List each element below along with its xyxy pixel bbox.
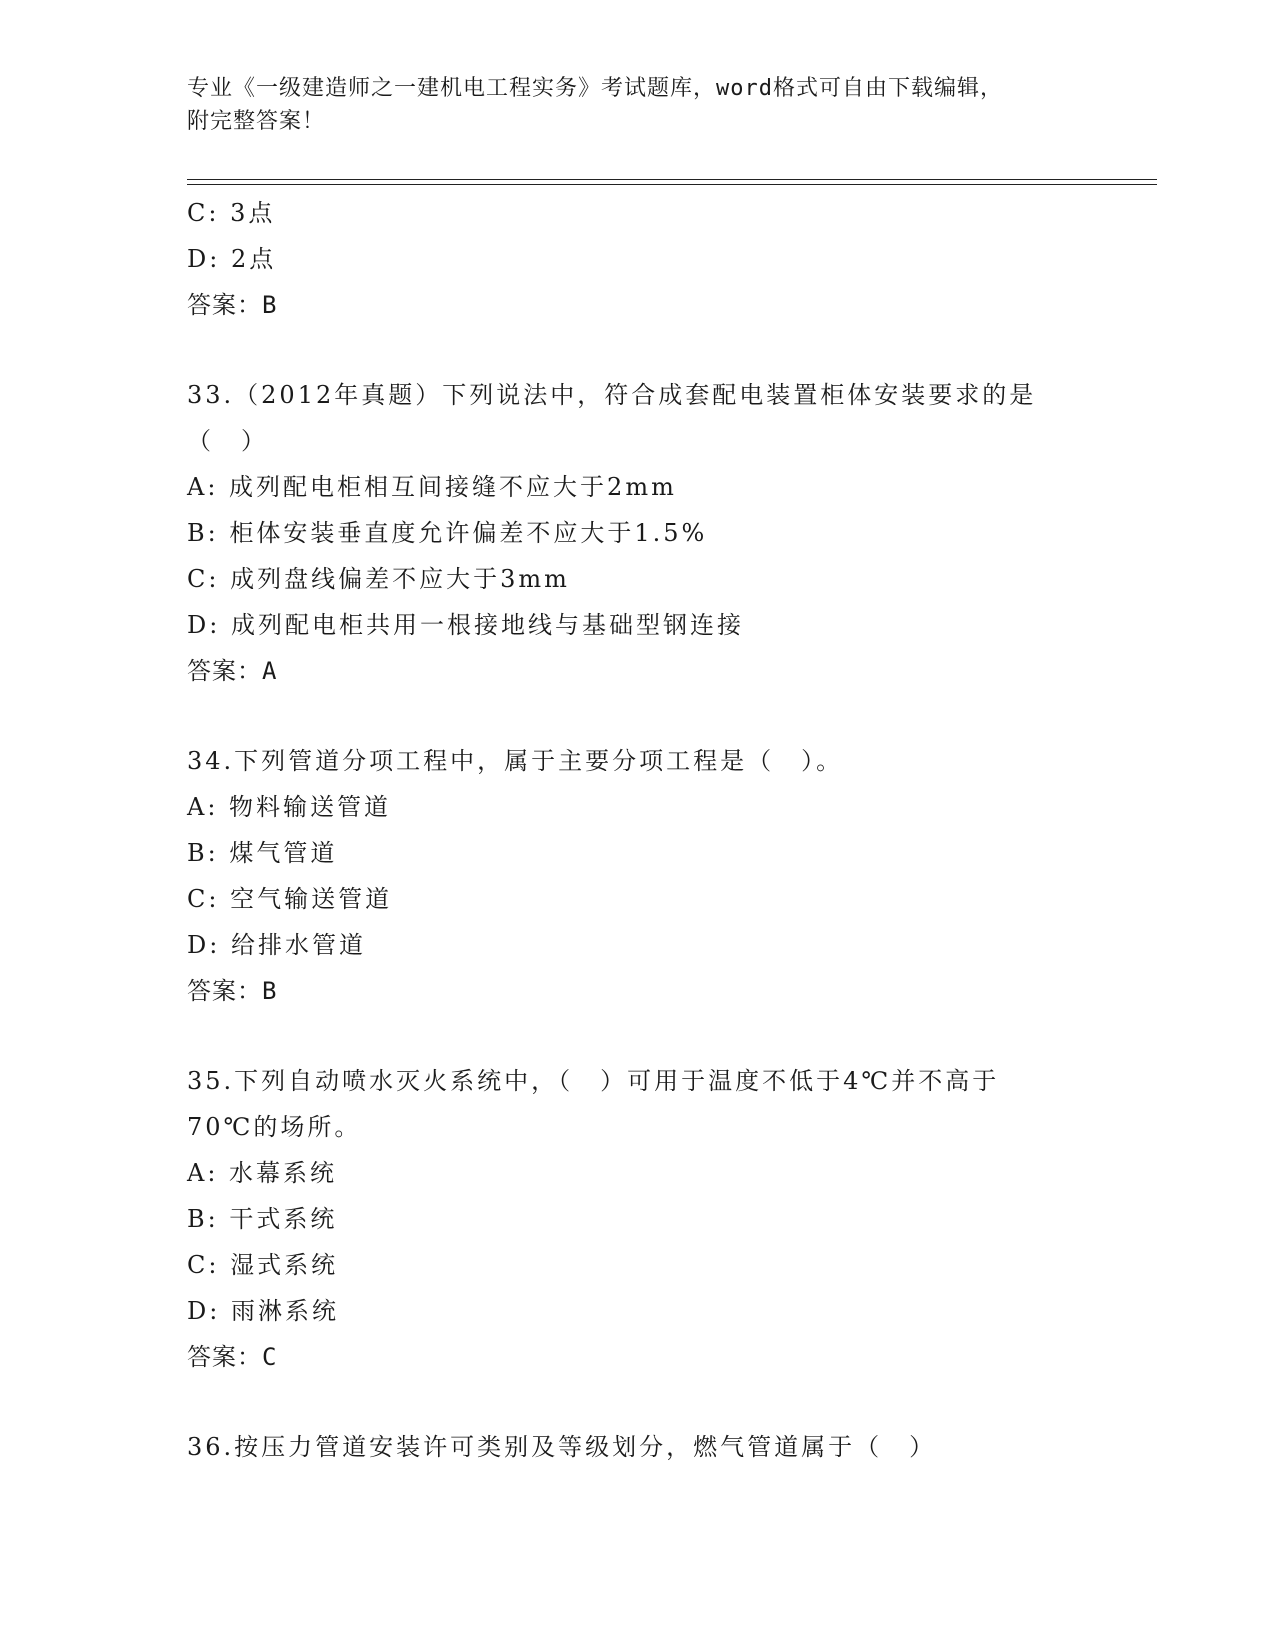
question-34 xyxy=(187,738,1087,1014)
answer-line xyxy=(187,282,1087,328)
option-b: B: 柜体安装垂直度允许偏差不应大于1.5% xyxy=(187,519,708,547)
question-stem: 36.按压力管道安装许可类别及等级划分，燃气管道属于（ ） xyxy=(187,1433,937,1461)
option-d: D: 雨淋系统 xyxy=(187,1297,339,1325)
option-a: A: 水幕系统 xyxy=(187,1159,338,1187)
header-line-2: 附完整答案！ xyxy=(187,109,326,134)
option-a: A: 成列配电柜相互间接缝不应大于2mm xyxy=(187,473,677,501)
option-a: A: 物料输送管道 xyxy=(187,793,392,821)
header-line-1: 专业《一级建造师之一建机电工程实务》考试题库，word格式可自由下载编辑， xyxy=(187,76,1003,101)
spacer xyxy=(187,1380,1087,1424)
question-36 xyxy=(187,1424,1087,1470)
question-stem-cont: （ ） xyxy=(187,427,268,455)
option-b: B: 煤气管道 xyxy=(187,839,338,867)
question-stem: 34.下列管道分项工程中，属于主要分项工程是（ ）。 xyxy=(187,747,844,775)
header-divider-top xyxy=(187,179,1157,180)
answer-line xyxy=(187,1334,1087,1380)
option-d: D: 给排水管道 xyxy=(187,931,366,959)
answer-value: B xyxy=(262,291,278,319)
answer-label: 答案： xyxy=(187,977,262,1005)
option-b: B: 干式系统 xyxy=(187,1205,338,1233)
answer-line xyxy=(187,648,1087,694)
answer-value: B xyxy=(262,977,278,1005)
spacer xyxy=(187,328,1087,372)
option-c: C: 成列盘线偏差不应大于3mm xyxy=(187,565,570,593)
spacer xyxy=(187,694,1087,738)
option-d: D: 2点 xyxy=(187,245,277,273)
option-c: C: 3点 xyxy=(187,199,276,227)
option-c: C: 空气输送管道 xyxy=(187,885,393,913)
question-list xyxy=(187,190,1087,1470)
option-c: C: 湿式系统 xyxy=(187,1251,339,1279)
answer-label: 答案： xyxy=(187,291,262,319)
answer-value: C xyxy=(262,1343,278,1371)
answer-value: A xyxy=(262,657,278,685)
question-35 xyxy=(187,1058,1087,1380)
spacer xyxy=(187,1014,1087,1058)
question-stem-cont: 70℃的场所。 xyxy=(187,1113,362,1141)
document-header xyxy=(187,72,1087,138)
question-33 xyxy=(187,372,1087,694)
option-d: D: 成列配电柜共用一根接地线与基础型钢连接 xyxy=(187,611,744,639)
question-stem: 35.下列自动喷水灭火系统中，（ ）可用于温度不低于4℃并不高于 xyxy=(187,1067,1000,1095)
question-stem: 33.（2012年真题）下列说法中，符合成套配电装置柜体安装要求的是 xyxy=(187,381,1037,409)
header-divider-bottom xyxy=(187,184,1157,185)
answer-line xyxy=(187,968,1087,1014)
answer-label: 答案： xyxy=(187,657,262,685)
answer-label: 答案： xyxy=(187,1343,262,1371)
question-32-tail xyxy=(187,190,1087,328)
